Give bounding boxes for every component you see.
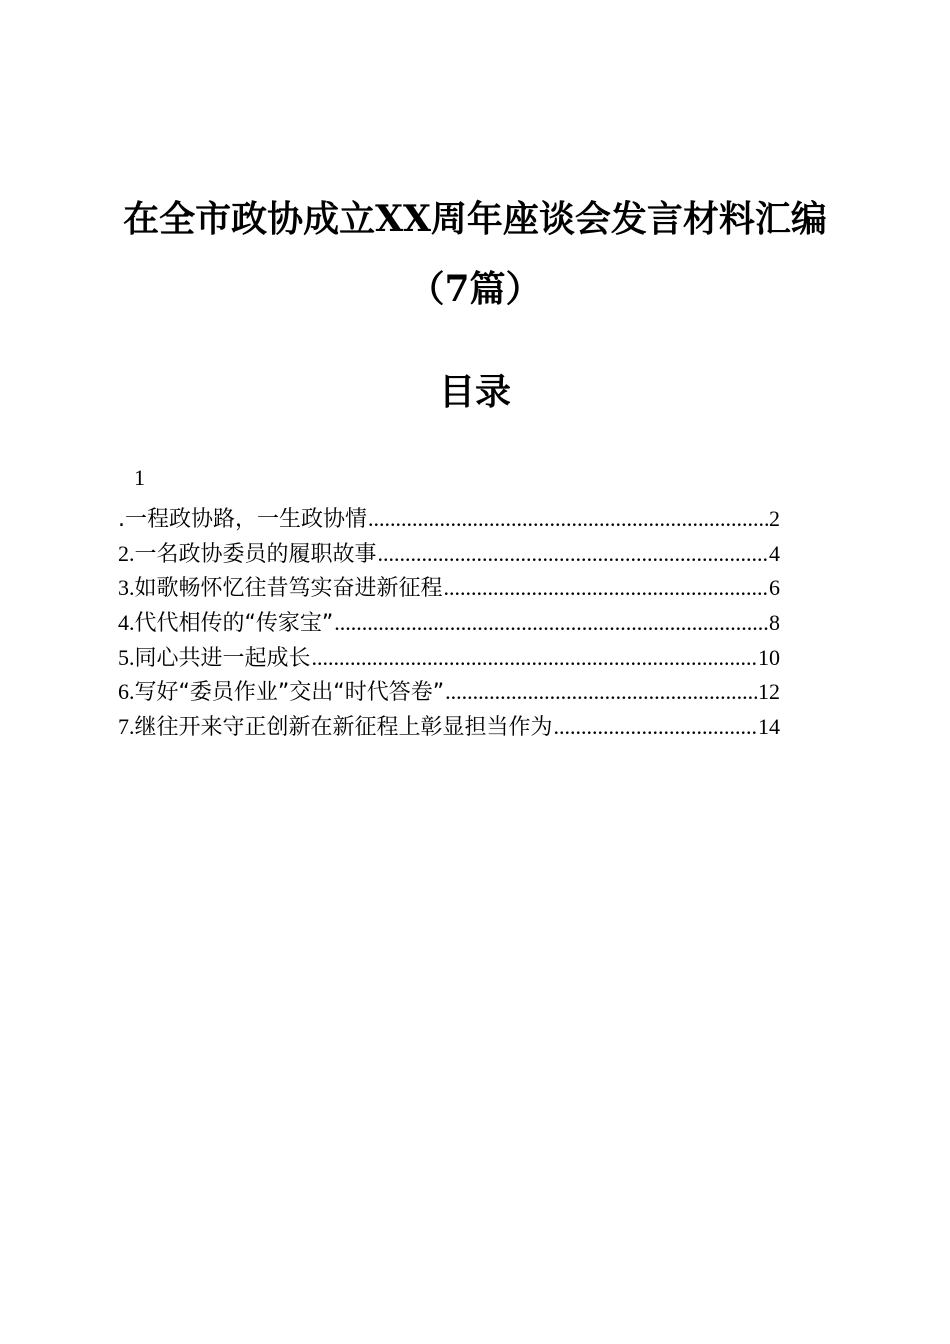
toc-entry-number: 2. <box>118 540 135 566</box>
toc-leader-dots <box>312 641 757 676</box>
toc-leader-dots <box>368 502 768 537</box>
toc-entry-text: 同心共进一起成长 <box>134 645 311 671</box>
toc-entry-title <box>118 502 367 538</box>
toc-entry-page: 10 <box>758 644 780 670</box>
toc-entry[interactable] <box>118 502 780 537</box>
toc-entry-title <box>118 537 377 573</box>
toc-entry-page: 6 <box>769 575 780 601</box>
toc-stray-number: 1 <box>134 465 145 490</box>
toc-entry[interactable] <box>118 710 780 745</box>
toc-entry-number: 7. <box>118 714 135 740</box>
toc-entry-page: 12 <box>758 679 780 705</box>
toc-entry-page: 8 <box>769 610 780 636</box>
toc-entry-text: 一名政协委员的履职故事 <box>134 541 377 567</box>
toc-entry-page: 4 <box>769 540 780 566</box>
toc-leader-dots <box>444 571 768 606</box>
toc-entry-text: 写好“委员作业”交出“时代答卷” <box>134 680 445 706</box>
toc-leader-dots <box>445 675 757 710</box>
toc-heading: 目录 <box>438 371 511 413</box>
toc-entry[interactable] <box>118 675 780 710</box>
toc-entry-number: 5. <box>118 644 135 670</box>
toc-entry-page: 2 <box>769 506 780 531</box>
toc-leader-dots <box>334 606 768 641</box>
toc-entry[interactable] <box>118 537 780 572</box>
toc-leader-dots <box>554 710 757 745</box>
toc-entry-text: 代代相传的“传家宝” <box>134 611 334 637</box>
document-title: 在全市政协成立XX周年座谈会发言材料汇编 <box>123 198 827 240</box>
toc-entry-title <box>118 641 311 677</box>
toc-entry-number: 6. <box>118 679 135 705</box>
toc-entry-title <box>118 675 444 711</box>
toc-entry-number: 3. <box>118 575 135 601</box>
toc-entry-text: .一程政协路，一生政协情 <box>118 507 367 532</box>
toc-entry-title <box>118 606 333 642</box>
toc-entry[interactable] <box>118 606 780 641</box>
toc-leader-dots <box>378 537 768 572</box>
toc-entry-text: 如歌畅怀忆往昔笃实奋进新征程 <box>134 576 443 602</box>
toc-list <box>118 502 780 745</box>
toc-entry-title <box>118 571 443 607</box>
toc-entry-number: 4. <box>118 610 135 636</box>
toc-entry[interactable] <box>118 571 780 606</box>
document-subtitle: （7篇） <box>408 268 542 310</box>
toc-entry-page: 14 <box>758 714 780 740</box>
toc-entry-title <box>118 710 553 746</box>
toc-entry-text: 继往开来守正创新在新征程上彰显担当作为 <box>134 715 553 741</box>
toc-entry[interactable] <box>118 641 780 676</box>
